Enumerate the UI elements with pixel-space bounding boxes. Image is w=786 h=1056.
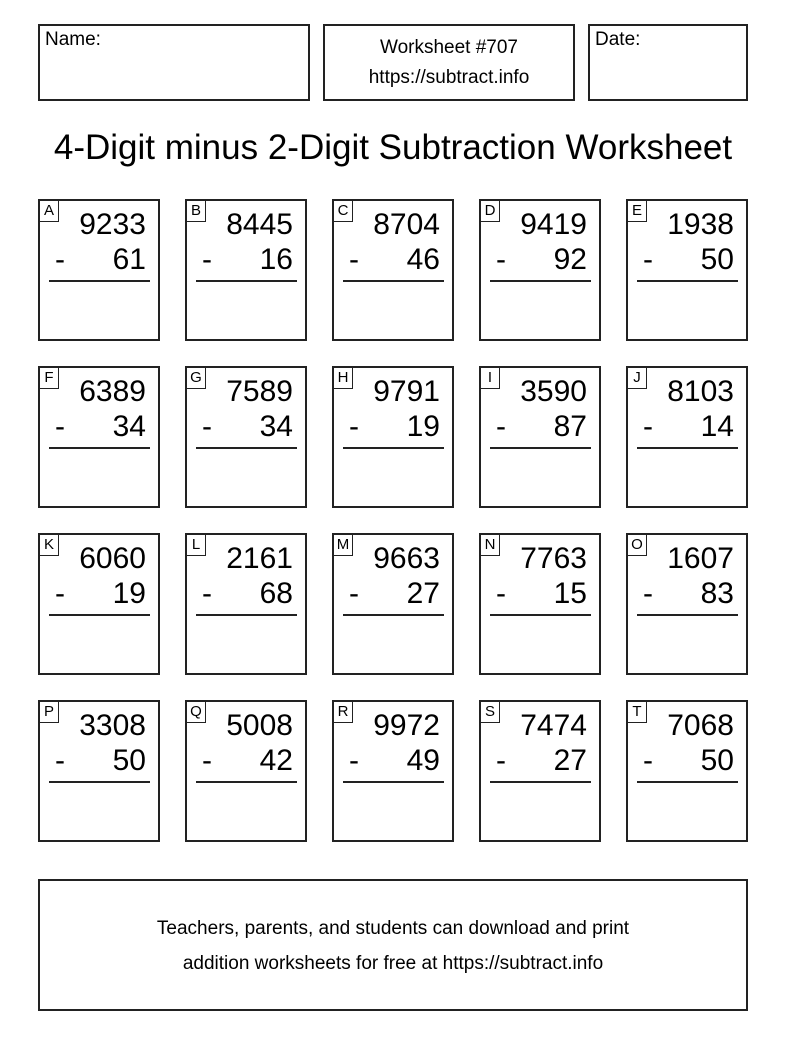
subtrahend: 87 (553, 410, 587, 443)
answer-line (490, 781, 591, 783)
minuend: 7763 (520, 542, 587, 575)
answer-area[interactable] (343, 786, 444, 836)
answer-line (343, 447, 444, 449)
minus-sign: - (349, 243, 359, 276)
subtrahend: 61 (112, 243, 146, 276)
answer-area[interactable] (343, 619, 444, 669)
problem-card (185, 533, 307, 675)
subtrahend: 83 (700, 577, 734, 610)
minus-sign: - (55, 410, 65, 443)
subtrahend: 50 (700, 243, 734, 276)
minuend: 8103 (667, 375, 734, 408)
answer-area[interactable] (637, 786, 738, 836)
problem-letter: G (186, 367, 206, 389)
minuend: 3308 (79, 709, 146, 742)
minus-sign: - (349, 744, 359, 777)
problem-letter: A (39, 200, 59, 222)
minus-sign: - (202, 410, 212, 443)
answer-area[interactable] (196, 619, 297, 669)
answer-line (196, 614, 297, 616)
answer-area[interactable] (343, 285, 444, 335)
page-title: 4-Digit minus 2-Digit Subtraction Worksheet (53, 128, 733, 167)
subtrahend: 92 (553, 243, 587, 276)
problem-letter: I (480, 367, 500, 389)
problem-letter: M (333, 534, 353, 556)
worksheet-info-box (323, 24, 575, 101)
problem-card (332, 533, 454, 675)
minus-sign: - (496, 243, 506, 276)
answer-area[interactable] (49, 452, 150, 502)
answer-area[interactable] (196, 786, 297, 836)
name-label: Name: (45, 29, 101, 50)
problem-card (626, 700, 748, 842)
problem-letter: N (480, 534, 500, 556)
problem-card (479, 533, 601, 675)
problem-card (38, 366, 160, 508)
problem-letter: P (39, 701, 59, 723)
answer-area[interactable] (490, 452, 591, 502)
minuend: 2161 (226, 542, 293, 575)
answer-area[interactable] (490, 786, 591, 836)
subtrahend: 34 (259, 410, 293, 443)
minuend: 9791 (373, 375, 440, 408)
problem-card (626, 366, 748, 508)
minus-sign: - (643, 410, 653, 443)
problem-letter: J (627, 367, 647, 389)
date-label: Date: (595, 29, 641, 50)
problem-card (479, 700, 601, 842)
minuend: 1607 (667, 542, 734, 575)
answer-area[interactable] (49, 786, 150, 836)
minuend: 7068 (667, 709, 734, 742)
subtrahend: 42 (259, 744, 293, 777)
minus-sign: - (202, 243, 212, 276)
answer-line (49, 781, 150, 783)
footer-line-2: addition worksheets for free at https://subtract.info (182, 953, 604, 974)
answer-area[interactable] (490, 619, 591, 669)
answer-area[interactable] (637, 619, 738, 669)
answer-line (49, 280, 150, 282)
minus-sign: - (349, 577, 359, 610)
minuend: 9419 (520, 208, 587, 241)
problem-letter: S (480, 701, 500, 723)
answer-line (637, 447, 738, 449)
answer-area[interactable] (637, 285, 738, 335)
problem-card (38, 199, 160, 341)
minuend: 9663 (373, 542, 440, 575)
minus-sign: - (55, 243, 65, 276)
date-field[interactable] (588, 24, 748, 101)
answer-line (49, 614, 150, 616)
answer-line (49, 447, 150, 449)
answer-area[interactable] (490, 285, 591, 335)
problem-letter: T (627, 701, 647, 723)
problem-card (38, 700, 160, 842)
answer-line (490, 447, 591, 449)
answer-line (490, 614, 591, 616)
answer-line (196, 447, 297, 449)
subtrahend: 27 (553, 744, 587, 777)
problem-letter: Q (186, 701, 206, 723)
answer-area[interactable] (196, 452, 297, 502)
answer-line (637, 280, 738, 282)
minuend: 9233 (79, 208, 146, 241)
subtrahend: 68 (259, 577, 293, 610)
problem-card (185, 366, 307, 508)
minus-sign: - (643, 243, 653, 276)
minus-sign: - (349, 410, 359, 443)
problem-letter: R (333, 701, 353, 723)
problem-letter: L (186, 534, 206, 556)
subtrahend: 19 (406, 410, 440, 443)
answer-line (637, 781, 738, 783)
answer-line (343, 280, 444, 282)
subtrahend: 15 (553, 577, 587, 610)
minuend: 8445 (226, 208, 293, 241)
subtrahend: 34 (112, 410, 146, 443)
answer-area[interactable] (196, 285, 297, 335)
minuend: 6389 (79, 375, 146, 408)
minus-sign: - (55, 744, 65, 777)
minuend: 8704 (373, 208, 440, 241)
problem-card (332, 366, 454, 508)
answer-line (490, 280, 591, 282)
footer-line-1: Teachers, parents, and students can download and print (156, 918, 630, 939)
minus-sign: - (496, 577, 506, 610)
problem-card (479, 366, 601, 508)
subtrahend: 50 (700, 744, 734, 777)
answer-line (196, 280, 297, 282)
minus-sign: - (643, 744, 653, 777)
problem-letter: F (39, 367, 59, 389)
subtrahend: 19 (112, 577, 146, 610)
problem-card (479, 199, 601, 341)
minus-sign: - (55, 577, 65, 610)
minus-sign: - (496, 410, 506, 443)
subtrahend: 50 (112, 744, 146, 777)
subtrahend: 27 (406, 577, 440, 610)
minuend: 3590 (520, 375, 587, 408)
answer-area[interactable] (49, 619, 150, 669)
problem-letter: K (39, 534, 59, 556)
answer-area[interactable] (49, 285, 150, 335)
worksheet-number: Worksheet #707 (379, 37, 518, 58)
problem-letter: E (627, 200, 647, 222)
minus-sign: - (496, 744, 506, 777)
problem-letter: H (333, 367, 353, 389)
subtrahend: 49 (406, 744, 440, 777)
answer-area[interactable] (637, 452, 738, 502)
minuend: 7474 (520, 709, 587, 742)
problem-letter: D (480, 200, 500, 222)
subtrahend: 14 (700, 410, 734, 443)
subtrahend: 46 (406, 243, 440, 276)
problem-card (332, 700, 454, 842)
answer-line (637, 614, 738, 616)
subtrahend: 16 (259, 243, 293, 276)
problem-card (185, 700, 307, 842)
minus-sign: - (202, 744, 212, 777)
problem-card (185, 199, 307, 341)
problem-letter: B (186, 200, 206, 222)
problem-card (38, 533, 160, 675)
problem-letter: O (627, 534, 647, 556)
minuend: 1938 (667, 208, 734, 241)
minuend: 7589 (226, 375, 293, 408)
minuend: 6060 (79, 542, 146, 575)
answer-line (343, 781, 444, 783)
problem-card (626, 199, 748, 341)
answer-line (196, 781, 297, 783)
answer-line (343, 614, 444, 616)
footer-note (38, 879, 748, 1011)
problem-card (332, 199, 454, 341)
problem-card (626, 533, 748, 675)
site-url: https://subtract.info (368, 67, 530, 88)
minus-sign: - (202, 577, 212, 610)
name-field[interactable] (38, 24, 310, 101)
minuend: 5008 (226, 709, 293, 742)
problem-letter: C (333, 200, 353, 222)
minuend: 9972 (373, 709, 440, 742)
minus-sign: - (643, 577, 653, 610)
answer-area[interactable] (343, 452, 444, 502)
